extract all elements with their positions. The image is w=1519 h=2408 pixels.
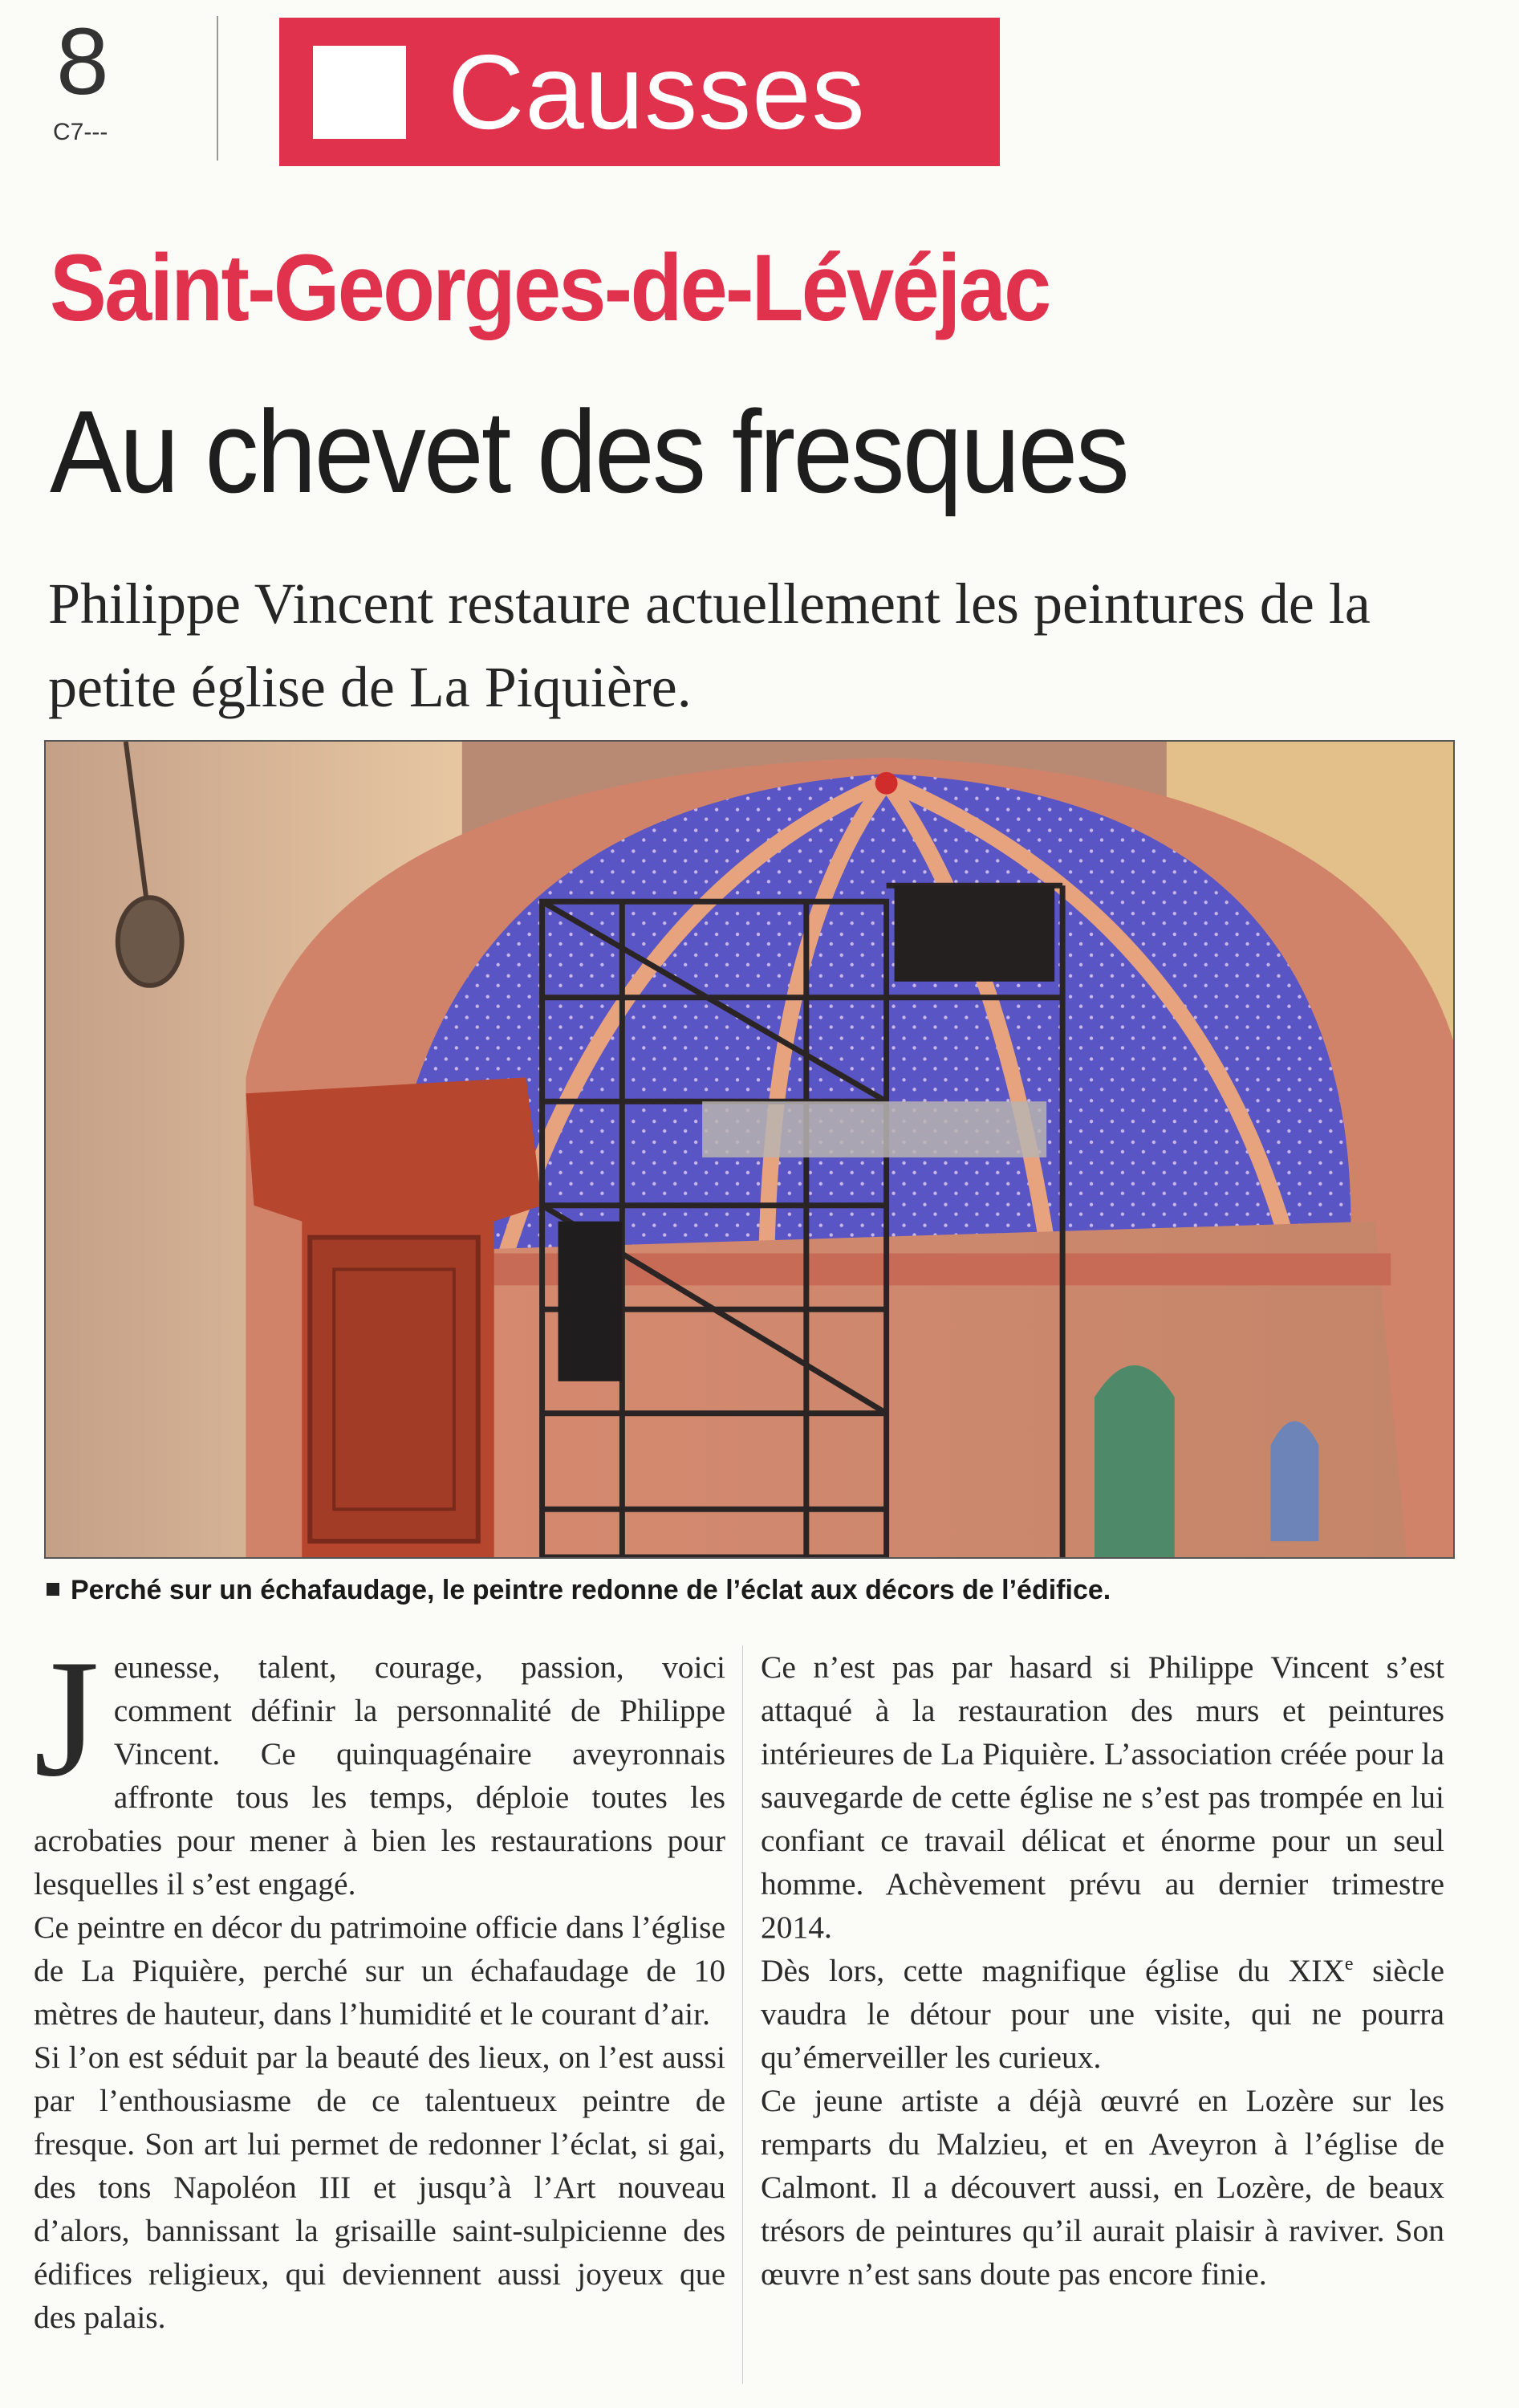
section-title: Causses [448,32,866,151]
church-interior-illustration [46,742,1453,1557]
page-number: 8 [56,9,109,115]
header-divider [217,16,218,161]
paragraph-text: Dès lors, cette magnifique église du XIX [761,1953,1345,1988]
article-headline: Au chevet des fresques [50,386,1128,517]
superscript: e [1344,1953,1354,1975]
photo-caption-text: Perché sur un échafaudage, le peintre redonne de l’éclat aux décors de l’édifice. [71,1575,1111,1605]
article-photo [44,740,1455,1559]
photo-caption [47,1575,1111,1606]
paragraph: Ce peintre en décor du patrimoine officie dans l’église de La Piquière, perché sur un échafaudage de 10 mètres de hauteur, dans l’humidité et le courant d’air. [34,1910,725,2032]
paragraph: eunesse, talent, courage, passion, voici comment définir la personnalité de Philippe Vincent. Ce quinquagénaire aveyronnais affronte tous les temps, déploie toutes les acrobaties pour mener à bien les restaurations pour lesquelles il s’est engagé. [34,1649,725,1902]
paragraph: Ce jeune artiste a déjà œuvré en Lozère sur les remparts du Malzieu, et en Aveyron à l’église de Calmont. Il a découvert aussi, en Lozère, de beaux trésors de peintures qu’il aurait plaisir à raviver. Son œuvre n’est sans doute pas encore finie. [761,2083,1444,2292]
edition-code: C7--- [53,119,108,145]
section-square-icon [313,46,406,139]
article-column-left [34,1625,725,2339]
caption-bullet-icon [47,1583,59,1596]
article-kicker: Saint-Georges-de-Lévéjac [50,235,1050,341]
drop-cap: J [34,1625,100,1812]
paragraph-text: siècle vaudra le détour pour une visite, qui ne pourra qu’émerveiller les curieux. [761,1953,1444,2075]
paragraph: Ce n’est pas par hasard si Philippe Vincent s’est attaqué à la restauration des murs et peintures intérieures de La Piquière. L’association créée pour la sauvegarde de cette église ne s’est pas trompée en lui confiant ce travail délicat et énorme pour un seul homme. Achèvement prévu au dernier trimestre 2014. [761,1649,1444,1945]
column-divider [742,1645,743,2384]
article-standfirst: Philippe Vincent restaure actuellement les peintures de la petite église de La Piquière. [48,571,1371,719]
section-banner [279,18,1000,166]
paragraph [761,1949,1444,2079]
article-column-right [761,1645,1444,2296]
paragraph: Si l’on est séduit par la beauté des lieux, on l’est aussi par l’enthousiasme de ce talentueux peintre de fresque. Son art lui permet de redonner l’éclat, si gai, des tons Napoléon III et jusqu’à l’Art nouveau d’alors, bannissant la grisaille saint-sulpicienne des édifices religieux, qui deviennent aussi joyeux que des palais. [34,2040,725,2335]
